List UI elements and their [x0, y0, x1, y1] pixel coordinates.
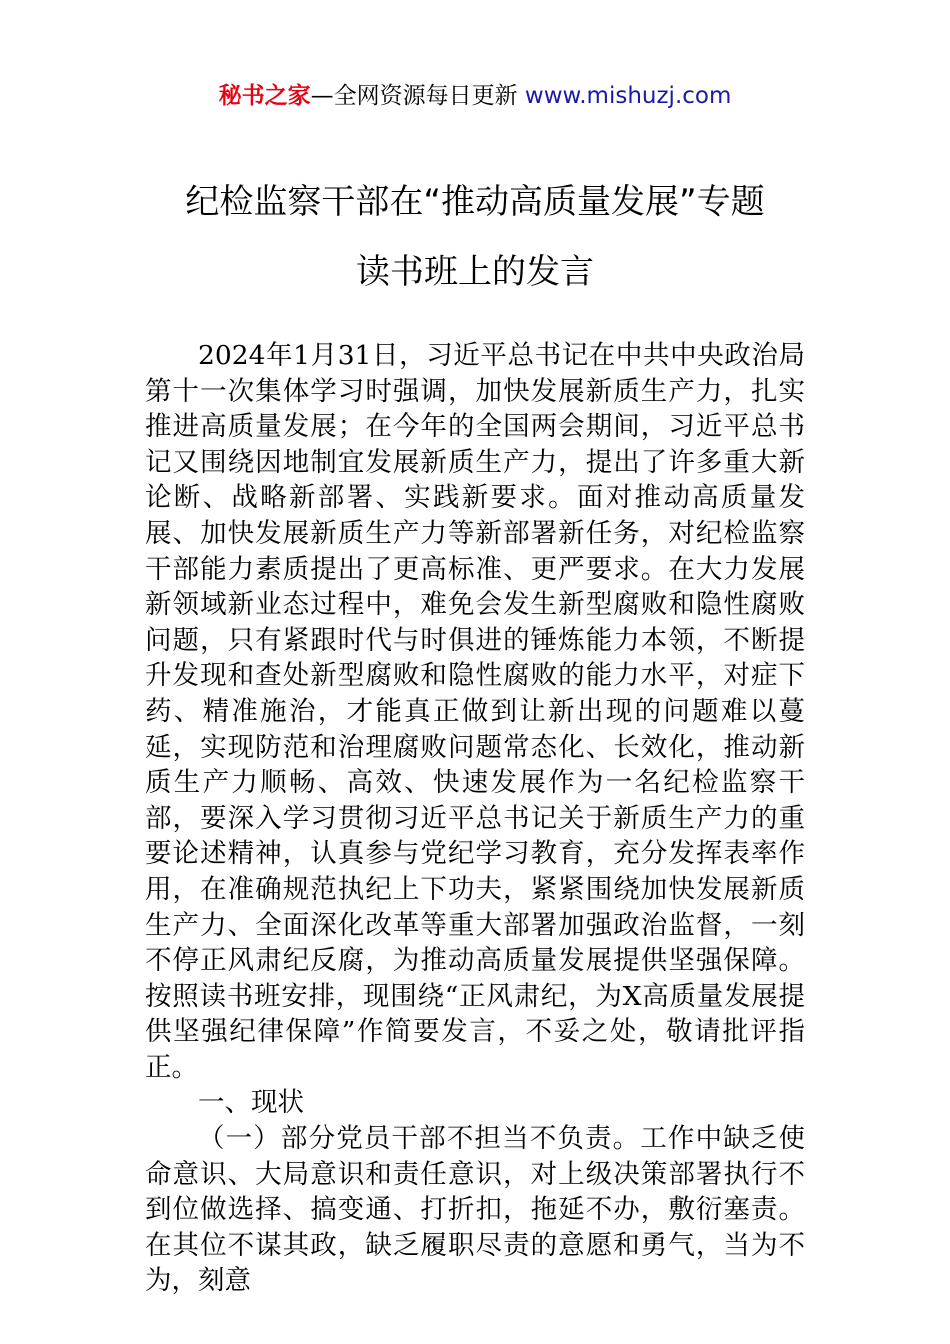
- document-body: [145, 338, 805, 1299]
- document-title-line-2: 读书班上的发言: [356, 252, 594, 292]
- brand-name: 秘书之家: [218, 83, 311, 109]
- banner-tagline: —全网资源每日更新: [310, 83, 518, 109]
- intro-paragraph: 2024年1月31日，习近平总书记在中共中央政治局第十一次集体学习时强调，加快发展新质生产力，扎实推进高质量发展；在今年的全国两会期间，习近平总书记又围绕因地制宜发展新质生产力，提出了许多重大新论断、战略新部署、实践新要求。面对推动高质量发展、加快发展新质生产力等新部署新任务，对纪检监察干部能力素质提出了更高标准、更严要求。在大力发展新领域新业态过程中，难免会发生新型腐败和隐性腐败问题，只有紧跟时代与时俱进的锤炼能力本领，不断提升发现和查处新型腐败和隐性腐败的能力水平，对症下药、精准施治，才能真正做到让新出现的问题难以蔓延，实现防范和治理腐败问题常态化、长效化，推动新质生产力顺畅、高效、快速发展作为一名纪检监察干部，要深入学习贯彻习近平总书记关于新质生产力的重要论述精神，认真参与党纪学习教育，充分发挥表率作用，在准确规范执纪上下功夫，紧紧围绕加快发展新质生产力、全面深化改革等重大部署加强政治监督，一刻不停正风肃纪反腐，为推动高质量发展提供坚强保障。按照读书班安排，现围绕“正风肃纪，为X高质量发展提供坚强纪律保障”作简要发言，不妥之处，敬请批评指正。: [145, 340, 805, 1083]
- site-url-link[interactable]: www.mishuzj.com: [524, 83, 732, 109]
- subsection-paragraph: （一）部分党员干部不担当不负责。工作中缺乏使命意识、大局意识和责任意识，对上级决策部署执行不到位做选择、搞变通、打折扣，拖延不办，敷衍塞责。在其位不谋其政，缺乏履职尽责的意愿和勇气，当为不为，刻意: [145, 1123, 805, 1297]
- section-heading: 一、现状: [198, 1087, 304, 1119]
- site-banner: [0, 80, 950, 112]
- document-title-line-1: 纪检监察干部在“推动高质量发展”专题: [185, 182, 765, 222]
